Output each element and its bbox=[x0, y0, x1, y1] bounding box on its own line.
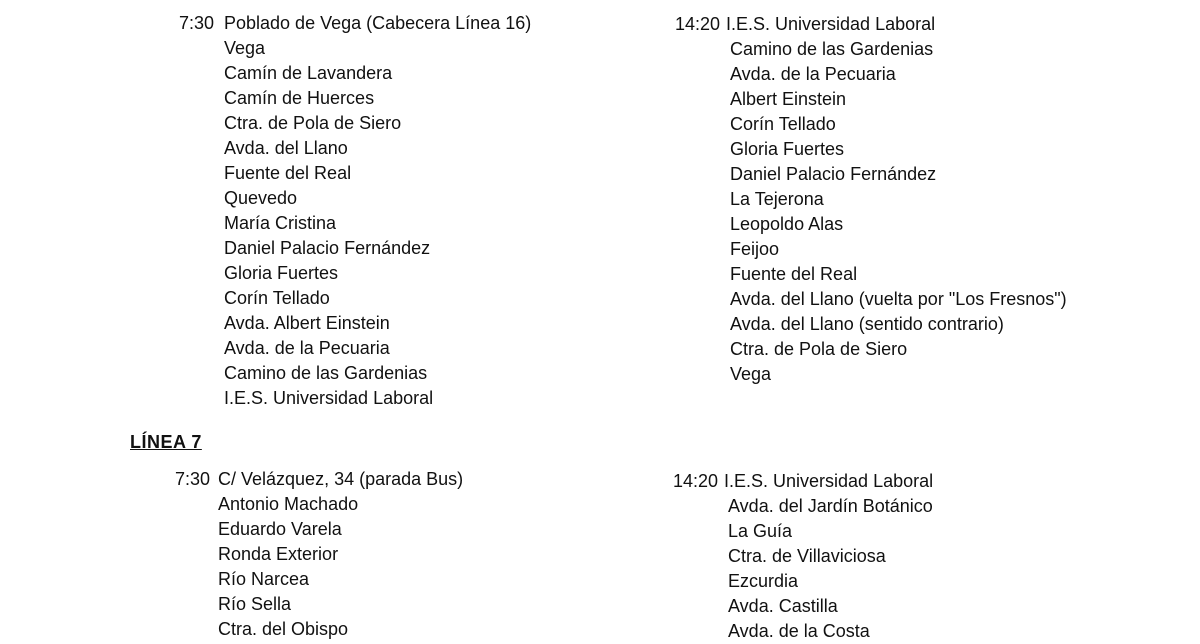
departure-time: 7:30 bbox=[174, 469, 210, 489]
stop-item: Río Sella bbox=[218, 594, 292, 614]
stop-item: Albert Einstein bbox=[730, 89, 847, 109]
stop-item: Avda. de la Pecuaria bbox=[730, 64, 896, 84]
stop-item: Leopoldo Alas bbox=[730, 214, 844, 234]
stop-item: La Tejerona bbox=[730, 189, 824, 209]
stop-item: Avda. del Llano bbox=[224, 138, 348, 158]
stop-item: Camín de Huerces bbox=[224, 88, 375, 108]
stop-list bbox=[726, 12, 1067, 387]
stop-item: Avda. de la Costa bbox=[728, 621, 870, 641]
stop-item: I.E.S. Universidad Laboral bbox=[224, 388, 434, 408]
stop-item: Daniel Palacio Fernández bbox=[224, 238, 431, 258]
stop-item: Daniel Palacio Fernández bbox=[730, 164, 937, 184]
stop-item: Poblado de Vega (Cabecera Línea 16) bbox=[224, 13, 532, 33]
stop-item: Ctra. de Villaviciosa bbox=[728, 546, 886, 566]
stop-item: María Cristina bbox=[224, 213, 337, 233]
stop-item: Ctra. de Pola de Siero bbox=[730, 339, 908, 359]
departure-time: 7:30 bbox=[178, 13, 214, 33]
stop-item: Gloria Fuertes bbox=[730, 139, 845, 159]
stop-item: Feijoo bbox=[730, 239, 780, 259]
stop-item: Camín de Lavandera bbox=[224, 63, 393, 83]
stop-item: Gloria Fuertes bbox=[224, 263, 339, 283]
stop-item: Eduardo Varela bbox=[218, 519, 342, 539]
stop-item: La Guía bbox=[728, 521, 793, 541]
stop-item: Fuente del Real bbox=[730, 264, 858, 284]
stop-item: Avda. del Llano (sentido contrario) bbox=[730, 314, 1004, 334]
departure-time: 14:20 bbox=[674, 14, 720, 34]
stop-item: Antonio Machado bbox=[218, 494, 359, 514]
stop-item: Ctra. del Obispo bbox=[218, 619, 349, 639]
stop-item: Vega bbox=[224, 38, 266, 58]
stop-item: I.E.S. Universidad Laboral bbox=[724, 471, 934, 491]
stop-list bbox=[224, 11, 531, 411]
stop-item: C/ Velázquez, 34 (parada Bus) bbox=[218, 469, 464, 489]
stop-item: Ezcurdia bbox=[728, 571, 799, 591]
stop-item: Camino de las Gardenias bbox=[224, 363, 428, 383]
departure-time: 14:20 bbox=[672, 471, 718, 491]
stop-item: Avda. Castilla bbox=[728, 596, 838, 616]
section-title: LÍNEA 7 bbox=[130, 432, 202, 452]
stop-item: Ctra. de Pola de Siero bbox=[224, 113, 402, 133]
stop-item: Fuente del Real bbox=[224, 163, 352, 183]
stop-item: I.E.S. Universidad Laboral bbox=[726, 14, 936, 34]
stop-list bbox=[218, 467, 463, 642]
stop-list bbox=[724, 469, 933, 644]
stop-item: Ronda Exterior bbox=[218, 544, 339, 564]
stop-item: Río Narcea bbox=[218, 569, 310, 589]
stop-item: Avda. del Jardín Botánico bbox=[728, 496, 933, 516]
stop-item: Avda. Albert Einstein bbox=[224, 313, 390, 333]
stop-item: Vega bbox=[730, 364, 772, 384]
stop-item: Camino de las Gardenias bbox=[730, 39, 934, 59]
stop-item: Avda. de la Pecuaria bbox=[224, 338, 390, 358]
stop-item: Quevedo bbox=[224, 188, 298, 208]
stop-item: Corín Tellado bbox=[224, 288, 330, 308]
stop-item: Avda. del Llano (vuelta por "Los Fresnos") bbox=[730, 289, 1067, 309]
stop-item: Corín Tellado bbox=[730, 114, 836, 134]
